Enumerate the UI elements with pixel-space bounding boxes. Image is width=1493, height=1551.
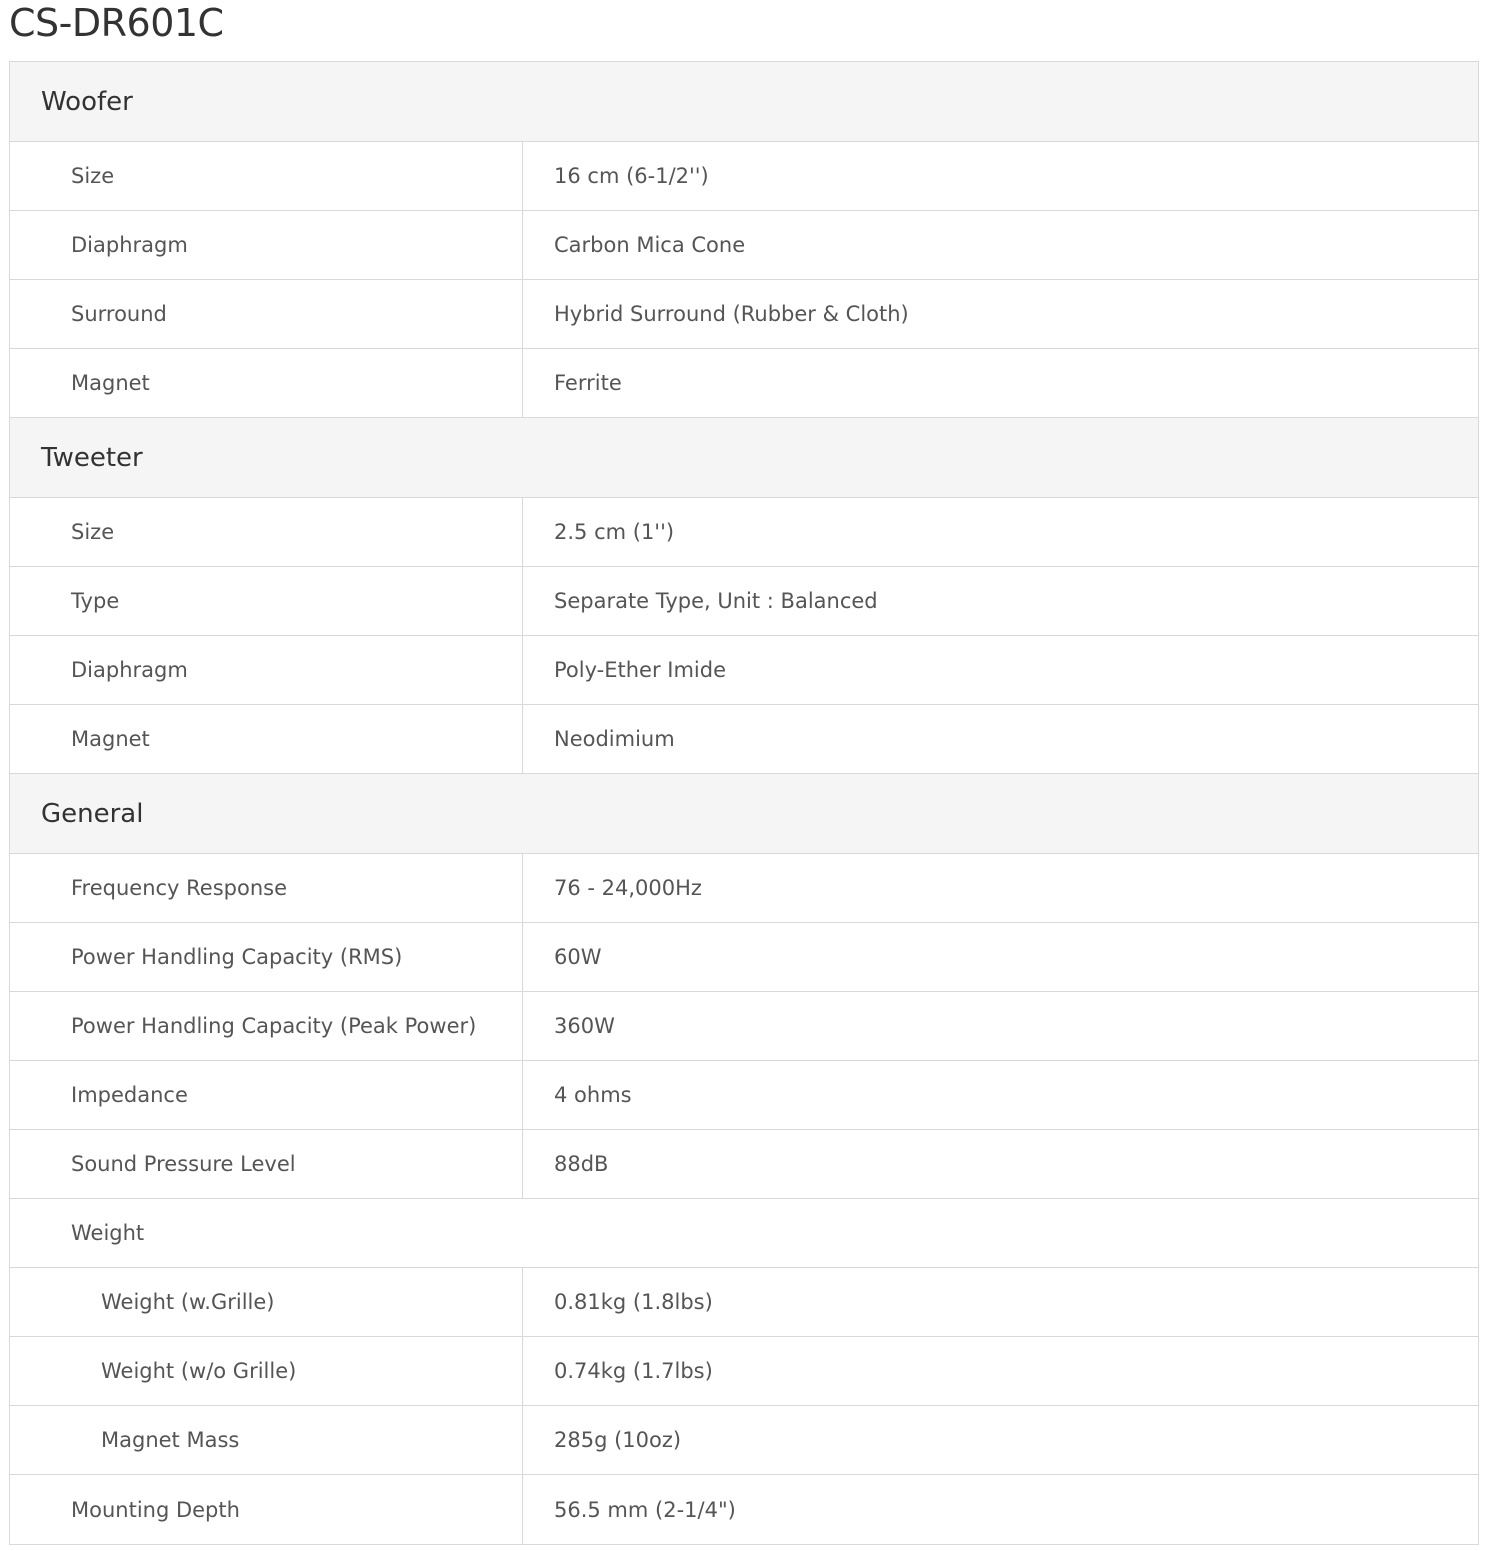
table-row xyxy=(10,211,1478,280)
spec-value: 0.81kg (1.8lbs) xyxy=(554,1290,713,1314)
spec-value: Carbon Mica Cone xyxy=(554,233,746,257)
spec-label: Sound Pressure Level xyxy=(10,1130,523,1198)
spec-value: 60W xyxy=(554,945,602,969)
spec-label: Weight (w/o Grille) xyxy=(10,1337,523,1405)
spec-value: 0.74kg (1.7lbs) xyxy=(554,1359,713,1383)
spec-value: Ferrite xyxy=(554,371,622,395)
table-row xyxy=(10,280,1478,349)
spec-label: Size xyxy=(10,142,523,210)
table-row xyxy=(10,1061,1478,1130)
spec-label: Mounting Depth xyxy=(10,1475,523,1544)
spec-label: Size xyxy=(10,498,523,566)
table-row xyxy=(10,1130,1478,1199)
spec-value: 88dB xyxy=(554,1152,609,1176)
page-title: CS-DR601C xyxy=(9,1,224,45)
section-header-general: General xyxy=(10,774,1478,854)
spec-value: 285g (10oz) xyxy=(554,1428,682,1452)
spec-value: 56.5 mm (2-1/4") xyxy=(554,1497,736,1522)
spec-label: Impedance xyxy=(10,1061,523,1129)
table-row xyxy=(10,636,1478,705)
spec-label: Diaphragm xyxy=(10,636,523,704)
spec-value: Neodimium xyxy=(554,727,675,751)
section-header-tweeter: Tweeter xyxy=(10,418,1478,498)
spec-value: 76 - 24,000Hz xyxy=(554,876,702,900)
table-row xyxy=(10,923,1478,992)
spec-label: Weight (w.Grille) xyxy=(10,1268,523,1336)
spec-label: Magnet xyxy=(10,705,523,773)
spec-label: Frequency Response xyxy=(10,854,523,922)
spec-value: Poly-Ether Imide xyxy=(554,658,727,682)
spec-label: Power Handling Capacity (Peak Power) xyxy=(10,992,523,1060)
spec-label: Type xyxy=(10,567,523,635)
table-row xyxy=(10,854,1478,923)
section-header-woofer: Woofer xyxy=(10,62,1478,142)
table-row xyxy=(10,992,1478,1061)
spec-label: Magnet Mass xyxy=(10,1406,523,1474)
spec-value: 2.5 cm (1'') xyxy=(554,520,675,544)
subgroup-header-weight: Weight xyxy=(10,1199,1478,1268)
spec-label: Magnet xyxy=(10,349,523,417)
table-row xyxy=(10,1475,1478,1544)
spec-value: 4 ohms xyxy=(554,1083,632,1107)
spec-value: 16 cm (6-1/2'') xyxy=(554,164,709,188)
spec-value: Separate Type, Unit : Balanced xyxy=(554,589,878,613)
table-row xyxy=(10,1406,1478,1475)
table-row xyxy=(10,142,1478,211)
table-row xyxy=(10,567,1478,636)
table-row xyxy=(10,1337,1478,1406)
spec-value: Hybrid Surround (Rubber & Cloth) xyxy=(554,302,909,326)
table-row xyxy=(10,1268,1478,1337)
spec-table xyxy=(9,61,1479,1545)
table-row xyxy=(10,498,1478,567)
spec-label: Power Handling Capacity (RMS) xyxy=(10,923,523,991)
spec-label: Diaphragm xyxy=(10,211,523,279)
spec-label: Surround xyxy=(10,280,523,348)
spec-value: 360W xyxy=(554,1014,615,1038)
table-row xyxy=(10,705,1478,774)
table-row xyxy=(10,349,1478,418)
